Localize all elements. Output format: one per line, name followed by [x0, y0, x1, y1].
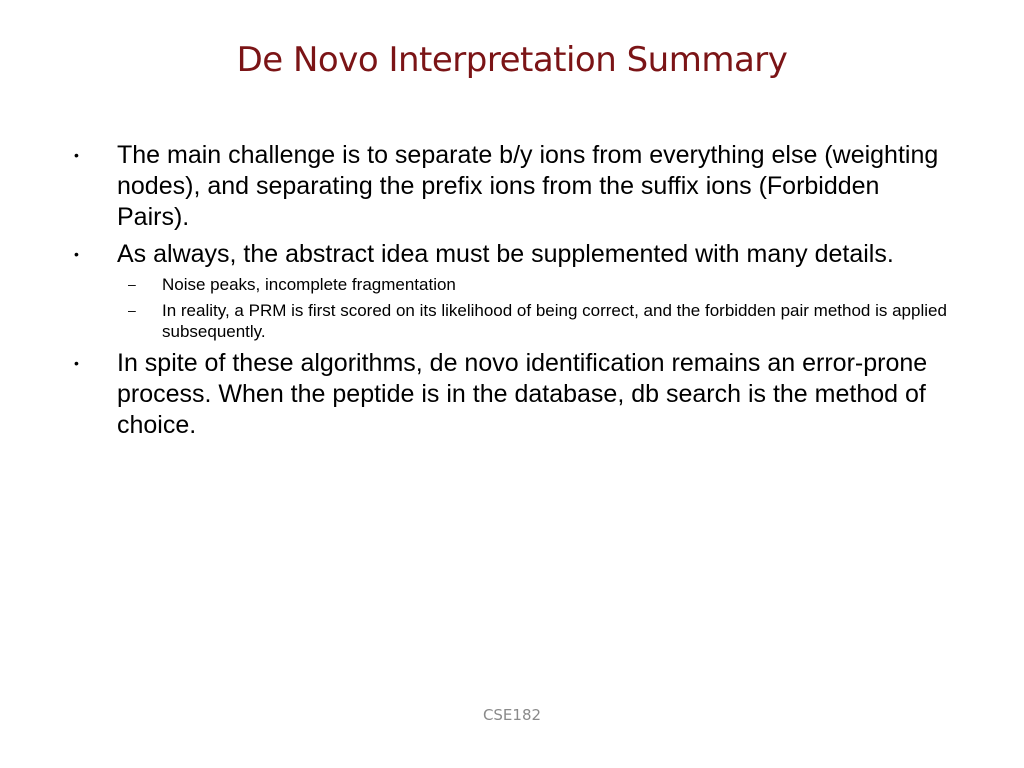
- sub-bullet-text: Noise peaks, incomplete fragmentation: [162, 275, 456, 294]
- bullet-item: [72, 239, 952, 270]
- bullet-marker: •: [74, 246, 79, 262]
- sub-bullet-text: In reality, a PRM is first scored on its likelihood of being correct, and the forbidden pair method is applied subsequently.: [162, 301, 947, 341]
- bullet-item: [72, 140, 952, 233]
- sub-bullet-list: [72, 274, 952, 342]
- bullet-list: [72, 140, 952, 447]
- sub-bullet-item: [72, 300, 952, 342]
- bullet-marker: •: [74, 355, 79, 371]
- bullet-text: As always, the abstract idea must be supplemented with many details.: [117, 240, 894, 268]
- sub-bullet-marker: –: [128, 302, 136, 318]
- bullet-text: In spite of these algorithms, de novo identification remains an error-prone process. When the peptide is in the database, db search is the method of choice.: [117, 349, 928, 439]
- bullet-marker: •: [74, 147, 79, 163]
- sub-bullet-marker: –: [128, 276, 136, 292]
- bullet-item: [72, 348, 952, 441]
- bullet-text: The main challenge is to separate b/y ions from everything else (weighting nodes), and separating the prefix ions from the suffix ions (Forbidden Pairs).: [117, 141, 939, 231]
- slide-footer: CSE182: [482, 706, 542, 724]
- slide-title: De Novo Interpretation Summary: [236, 40, 788, 80]
- sub-bullet-item: [72, 274, 952, 295]
